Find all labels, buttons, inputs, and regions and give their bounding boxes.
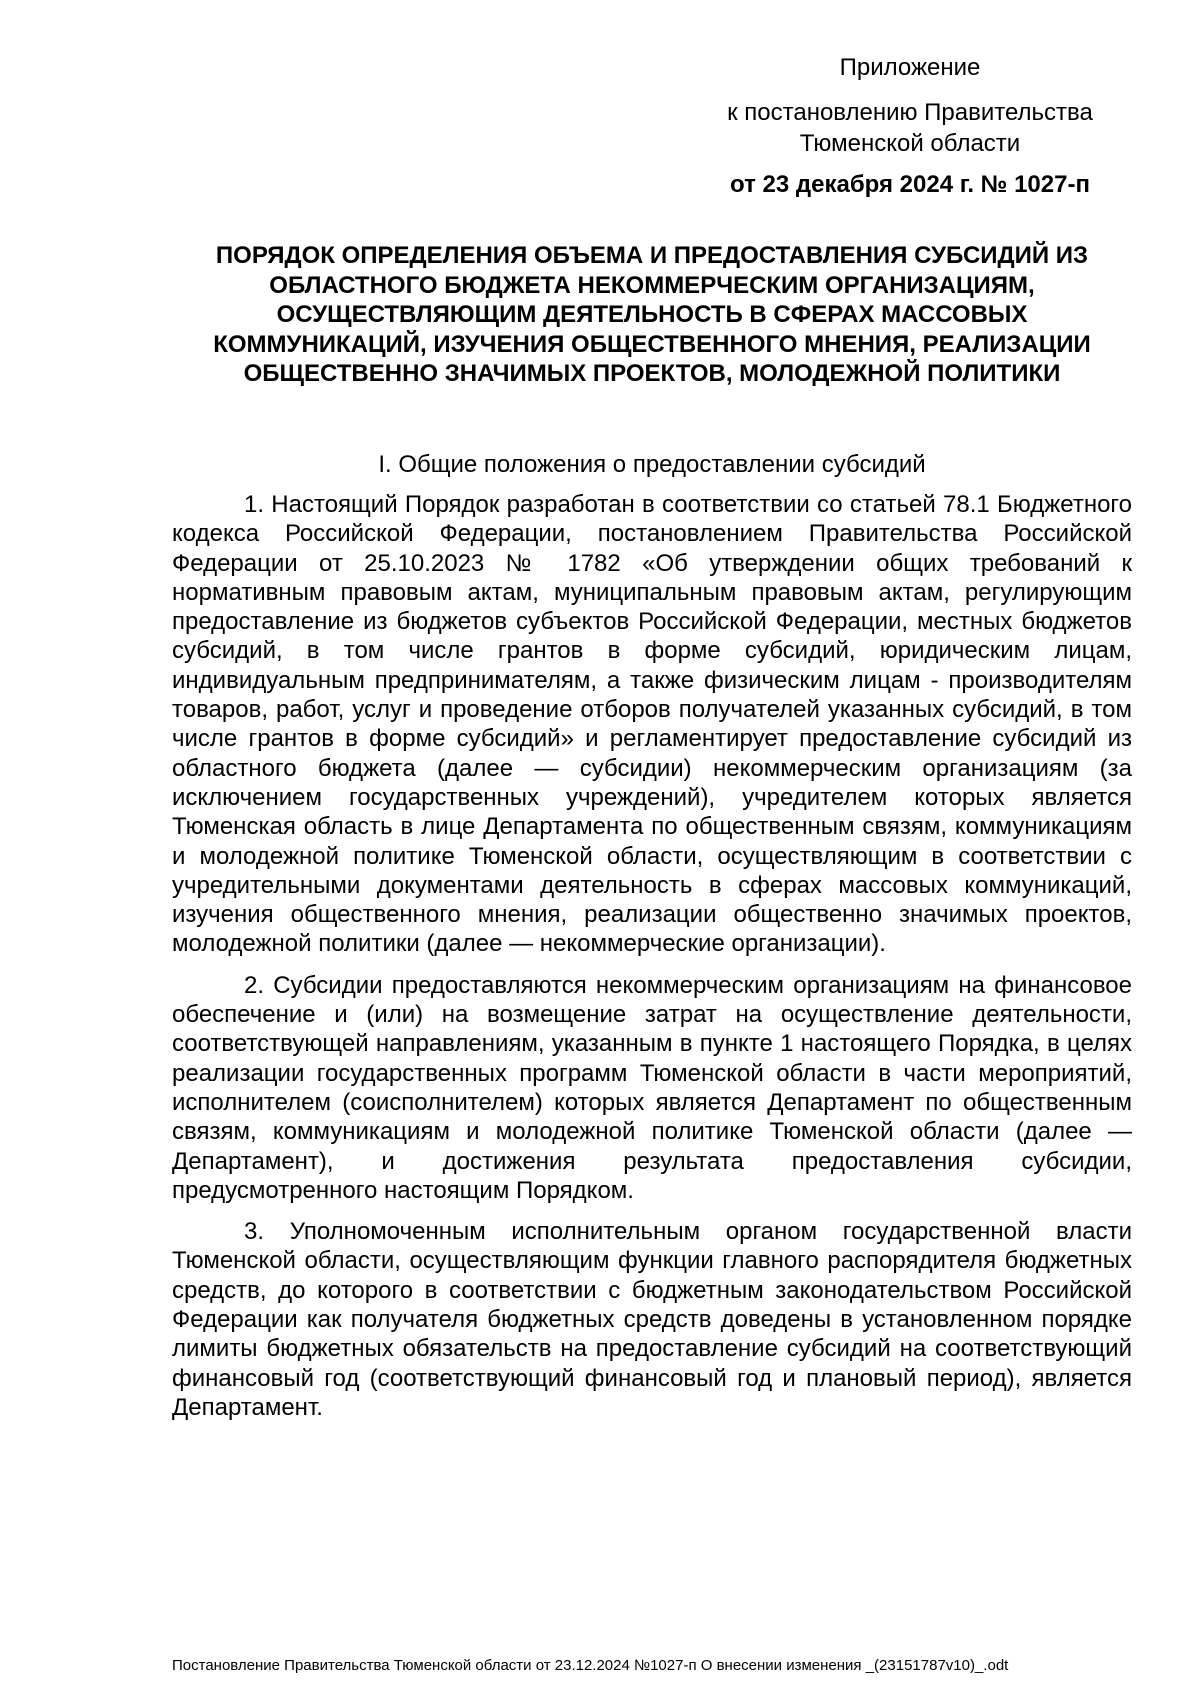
approval-block: [690, 52, 1130, 200]
paragraph-3: 3. Уполномоченным исполнительным органом государственной власти Тюменской области, осуществляющим функции главного распорядителя бюджетных средств, до которого в соответствии с бюджетным законодательством Российской Федерации как получателя бюджетных средств доведены в установленном порядке лимиты бюджетных обязательств на предоставление субсидий на соответствующий финансовый год (соответствующий финансовый год и плановый период), является Департамент.: [172, 1218, 1132, 1421]
page-footer-filename: Постановление Правительства Тюменской области от 23.12.2024 №1027-п О внесении изменения _(23151787v10)_.odt: [172, 1657, 1009, 1674]
section-heading: I. Общие положения о предоставлении субсидий: [378, 451, 926, 478]
resolution-reference: к постановлению Правительства Тюменской области: [727, 99, 1093, 157]
resolution-date-number: от 23 декабря 2024 г. № 1027-п: [730, 171, 1090, 198]
appendix-label: Приложение: [839, 54, 981, 81]
document-body: [172, 490, 1132, 1434]
paragraph-2: 2. Субсидии предоставляются некоммерческим организациям на финансовое обеспечение и (или) на возмещение затрат на осуществление деятельности, соответствующей направлениям, указанным в пункте 1 настоящего Порядка, в целях реализации государственных программ Тюменской области в части мероприятий, исполнителем (соисполнителем) которых является Департамент по общественным связям, коммуникациям и молодежной политике Тюменской области (далее — Департамент), и достижения результата предоставления субсидии, предусмотренного настоящим Порядком.: [172, 971, 1132, 1204]
document-title: ПОРЯДОК ОПРЕДЕЛЕНИЯ ОБЪЕМА И ПРЕДОСТАВЛЕНИЯ СУБСИДИЙ ИЗ ОБЛАСТНОГО БЮДЖЕТА НЕКОММЕРЧЕСКИМ ОРГАНИЗАЦИЯМ, ОСУЩЕСТВЛЯЮЩИМ ДЕЯТЕЛЬНОСТЬ В СФЕРАХ МАССОВЫХ КОММУНИКАЦИЙ, ИЗУЧЕНИЯ ОБЩЕСТВЕННОГО МНЕНИЯ, РЕАЛИЗАЦИИ ОБЩЕСТВЕННО ЗНАЧИМЫХ ПРОЕКТОВ, МОЛОДЕЖНОЙ ПОЛИТИКИ: [213, 242, 1091, 387]
paragraph-1: 1. Настоящий Порядок разработан в соответствии со статьей 78.1 Бюджетного кодекса Российской Федерации, постановлением Правительства Российской Федерации от 25.10.2023 № 1782 «Об утверждении общих требований к нормативным правовым актам, муниципальным правовым актам, регулирующим предоставление из бюджетов субъектов Российской Федерации, местных бюджетов субсидий, в том числе грантов в форме субсидий, юридическим лицам, индивидуальным предпринимателям, а также физическим лицам - производителям товаров, работ, услуг и проведение отборов получателей указанных субсидий, в том числе грантов в форме субсидий» и регламентирует предоставление субсидий из областного бюджета (далее — субсидии) некоммерческим организациям (за исключением государственных учреждений), учредителем которых является Тюменская область в лице Департамента по общественным связям, коммуникациям и молодежной политике Тюменской области, осуществляющим в соответствии с учредительными документами деятельность в сферах массовых коммуникаций, изучения общественного мнения, реализации общественно значимых проектов, молодежной политики (далее — некоммерческие организации).: [172, 491, 1132, 958]
